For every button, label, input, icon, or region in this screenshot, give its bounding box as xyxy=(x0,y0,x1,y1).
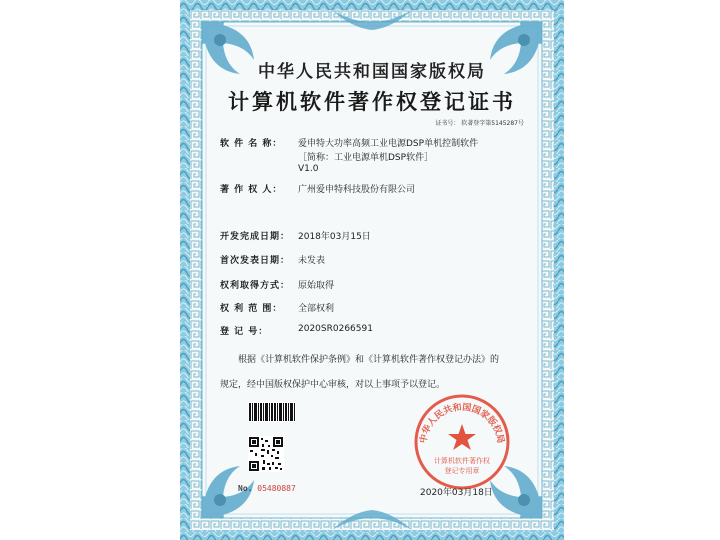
seal-outer-text: 中华人民共和国国家版权局 xyxy=(418,402,506,445)
first-publication-label: 首次发表日期： xyxy=(220,256,291,266)
official-seal xyxy=(412,392,512,492)
qr-code xyxy=(248,436,284,472)
first-publication-value: 未发表 xyxy=(298,256,326,266)
certificate xyxy=(180,0,564,540)
copyright-owner-value: 广州爱申特科技股份有限公司 xyxy=(298,185,416,195)
acquisition-method-value: 原始取得 xyxy=(298,281,335,291)
software-short-name: ［简称：工业电源单机DSP软件］ xyxy=(298,153,434,163)
registration-number-label: 登 记 号： xyxy=(220,327,269,337)
serial-number xyxy=(238,484,296,493)
certificate-title: 计算机软件著作权登记证书 xyxy=(228,90,516,114)
statement-line-1: 根据《计算机软件保护条例》和《计算机软件著作权登记办法》的 xyxy=(238,355,500,365)
copyright-owner-label: 著 作 权 人： xyxy=(220,185,283,195)
issuer-title: 中华人民共和国国家版权局 xyxy=(258,62,486,82)
completion-date-value: 2018年03月15日 xyxy=(298,232,371,242)
serial-prefix: No. xyxy=(238,484,253,493)
seal-star-icon xyxy=(448,424,476,450)
seal-inner-line-2: 登记专用章 xyxy=(444,467,480,475)
rights-scope-value: 全部权利 xyxy=(298,304,335,314)
statement-line-2: 规定，经中国版权保护中心审核，对以上事项予以登记。 xyxy=(220,380,446,390)
rights-scope-label: 权 利 范 围： xyxy=(220,304,283,314)
completion-date-label: 开发完成日期： xyxy=(220,232,291,242)
certificate-number: 证书号： 软著登字第5145287号 xyxy=(435,120,524,127)
seal-inner-line-1: 计算机软件著作权 xyxy=(434,457,490,465)
software-name-value: 爱申特大功率高频工业电源DSP单机控制软件 xyxy=(298,139,479,149)
software-version: V1.0 xyxy=(298,164,319,174)
barcode xyxy=(248,402,296,422)
software-name-label: 软 件 名 称： xyxy=(220,139,283,149)
serial-number-value: 05480887 xyxy=(257,484,296,493)
registration-number-value: 2020SR0266591 xyxy=(298,324,373,334)
issue-date: 2020年03月18日 xyxy=(420,488,493,498)
acquisition-method-label: 权利取得方式： xyxy=(220,281,291,291)
